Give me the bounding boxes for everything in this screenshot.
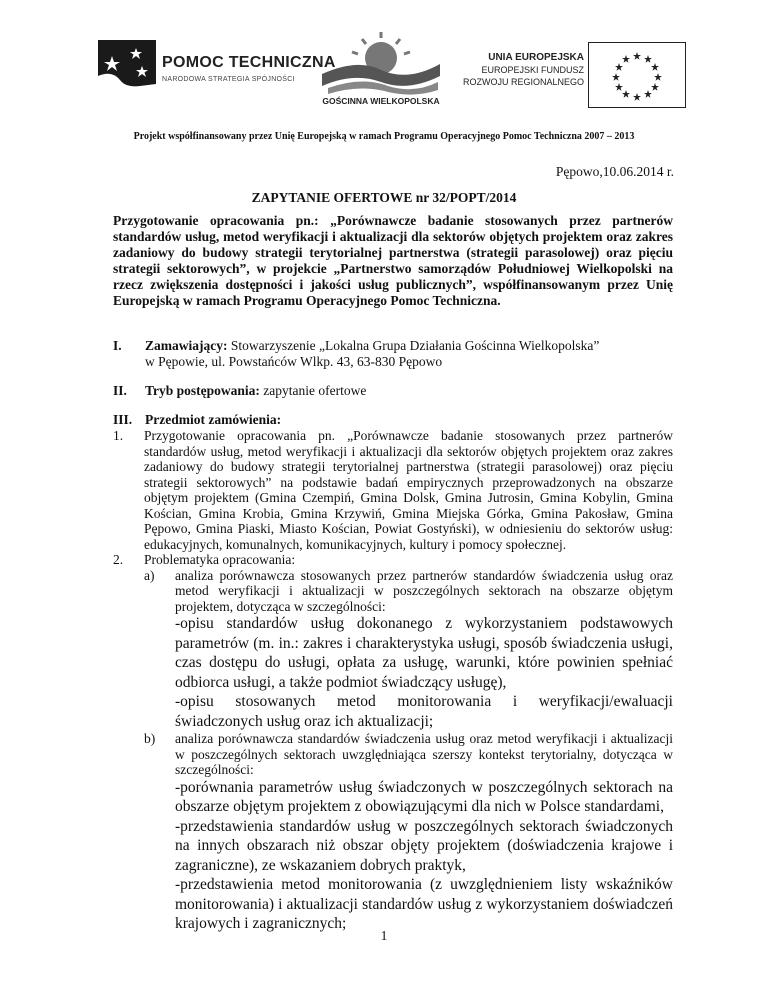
sub-item-a: [144, 568, 673, 732]
section-number: III.: [113, 412, 133, 427]
section-text-cont: w Pępowie, ul. Powstańców Wlkp. 43, 63-830 Pępowo: [145, 354, 443, 369]
section-label: Tryb postępowania:: [145, 383, 260, 398]
section-przedmiot: [113, 412, 673, 428]
document-title: ZAPYTANIE OFERTOWE nr 32/POPT/2014: [251, 190, 517, 205]
pomoc-techniczna-subtitle: NARODOWA STRATEGIA SPÓJNOŚCI: [162, 76, 295, 83]
sub-item-detail: -opisu standardów usług dokonanego z wykorzystaniem podstawowych parametrów (m. in.: zakres i charakterystyka usługi, sposób świadczenia usługi, czas dostępu do usługi, opłata za usługę, warunki, które powinien spełniać odbiorca usługi, a także podmiot świadczący usługę),: [175, 615, 673, 691]
section-label: Przedmiot zamówienia:: [145, 412, 282, 427]
cofinanced-note: Projekt współfinansowany przez Unię Europejską w ramach Programu Operacyjnego Pomoc Techniczna 2007 – 2013: [133, 131, 635, 142]
sub-item-letter: b): [144, 731, 156, 746]
intro-paragraph: Przygotowanie opracowania pn.: „Porównawcze badanie stosowanych przez partnerów standardów usług, metod weryfikacji i aktualizacji dla sektorów objętych projektem oraz zakres zadaniowy do budowy strategii terytorialnej partnerstwa (strategii parasolowej) oraz pięciu strategii sektorowych”, w projekcie „Partnerstwo samorządów Południowej Wielkopolski na rzecz zwiększenia dostępności i jakości usług publicznych”, współfinansowanym przez Unię Europejską w ramach Programu Operacyjnego Pomoc Techniczna.: [113, 213, 673, 308]
sub-item-text: analiza porównawcza standardów świadczenia usług oraz metod weryfikacji i aktualizacji w poszczególnych sektorach uwzględniająca szerszy kontekst terytorialny, dotycząca w szczególności:: [175, 731, 673, 777]
item-text: Przygotowanie opracowania pn. „Porównawcze badanie stosowanych przez partnerów standardów usług, metod weryfikacji i aktualizacji dla sektorów objętych projektem oraz zakres zadaniowy do budowy strategii terytorialnej partnerstwa (strategii parasolowej) oraz pięciu strategii sektorowych” na podstawie badań empirycznych przeprowadzonych na obszarze objętym projektem (Gmina Czempiń, Gmina Dolsk, Gmina Jutrosin, Gmina Kobylin, Gmina Kościan, Gmina Krobia, Gmina Krzywiń, Gmina Miejska Górka, Gmina Pakosław, Gmina Pępowo, Gmina Piaski, Miasto Kościan, Powiat Gostyński), w odniesieniu do sektorów usług: edukacyjnych, komunalnych, komunikacyjnych, kultury i pomocy społecznej.: [144, 428, 673, 552]
sub-item-letter: a): [144, 567, 155, 583]
list-item: [113, 428, 673, 552]
section-number: II.: [113, 383, 127, 398]
order-subject-list: [113, 428, 673, 934]
sub-item-detail: -przedstawienia standardów usług w poszczególnych sektorach świadczonych na innych obszarach niż obszar objęty projektem (doświadczenia krajowe i zagraniczne), ze wskazaniem dobrych praktyk,: [175, 817, 673, 874]
eu-line2: EUROPEJSKI FUNDUSZ: [481, 65, 584, 75]
eu-text-block: [454, 52, 584, 88]
pomoc-techniczna-emblem-icon: [98, 40, 156, 102]
section-number: I.: [113, 338, 122, 353]
eu-flag-icon: [588, 42, 686, 108]
item-number: 1.: [113, 428, 124, 443]
pomoc-techniczna-title: POMOC TECHNICZNA: [162, 54, 336, 71]
item-number: 2.: [113, 552, 124, 567]
eu-line3: ROZWOJU REGIONALNEGO: [462, 77, 584, 87]
goscinna-wielkopolska-logo: [318, 30, 444, 112]
item-text: Problematyka opracowania:: [144, 552, 296, 567]
sub-item-detail: -przedstawienia metod monitorowania (z uwzględnieniem listy wskaźników monitorowania) i aktualizacji standardów usług z wykorzystaniem doświadczeń krajowych i zagranicznych;: [175, 876, 673, 932]
section-zamawiajacy: [113, 338, 673, 370]
section-text: Stowarzyszenie „Lokalna Grupa Działania Gościnna Wielkopolska”: [227, 338, 600, 353]
sub-item-detail: -opisu stosowanych metod monitorowania i weryfikacji/ewaluacji świadczonych usług oraz ich aktualizacji;: [175, 693, 673, 730]
list-item: [113, 552, 673, 934]
section-label: Zamawiający:: [145, 338, 228, 353]
pomoc-techniczna-logo: [98, 40, 336, 102]
sub-item-text: analiza porównawcza stosowanych przez partnerów standardów świadczenia usług oraz metod weryfikacji i aktualizacji w poszczególnych sektorach na obszarze objętym projektem, dotycząca w szczególności:: [175, 567, 673, 614]
goscinna-caption: GOŚCINNA WIELKOPOLSKA: [322, 96, 440, 106]
section-text: zapytanie ofertowe: [259, 383, 367, 398]
page-number: 1: [380, 928, 388, 943]
sub-item-detail: -porównania parametrów usług świadczonych w poszczególnych sektorach na obszarze objętym projektem z obowiązującymi dla nich w Polsce standardami,: [175, 778, 673, 815]
goscinna-sun-landscape-icon: [318, 30, 444, 96]
eu-line1: UNIA EUROPEJSKA: [488, 52, 584, 63]
document-date: Pępowo,10.06.2014 r.: [555, 164, 674, 179]
section-tryb: [113, 383, 673, 399]
sub-item-b: [144, 731, 673, 934]
